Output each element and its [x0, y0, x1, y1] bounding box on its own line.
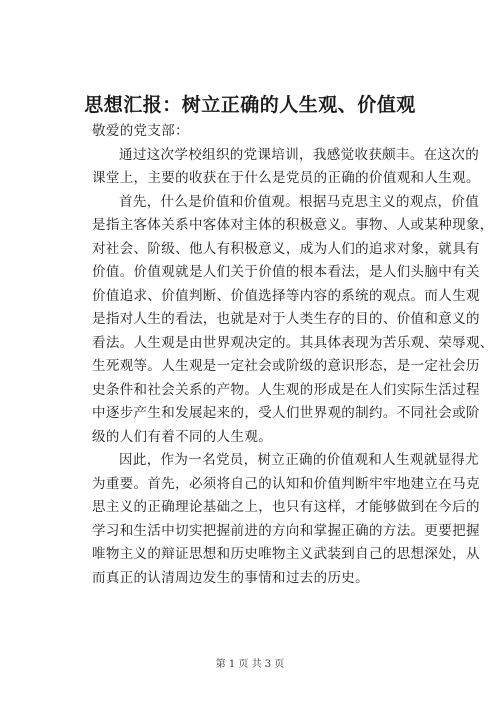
paragraph-line: 价值。价值观就是人们关于价值的根本看法，是人们头脑中有关: [92, 264, 480, 280]
document-body: [92, 120, 494, 590]
paragraph-line: 是指主客体关系中客体对主体的积极意义。事物、人或某种现象，: [92, 217, 494, 233]
paragraph-line: 唯物主义的辩证思想和历史唯物主义武装到自己的思想深处，从: [92, 546, 480, 562]
paragraph-line: 看法。人生观是由世界观决定的。其具体表现为苦乐观、荣辱观、: [92, 334, 494, 351]
paragraph-line: 生死观等。人生观是一定社会或阶级的意识形态，是一定社会历: [92, 358, 480, 374]
paragraph: [92, 191, 494, 450]
paragraph: [92, 449, 480, 590]
paragraph-line: 学习和生活中切实把握前进的方向和掌握正确的方法。更要把握: [92, 522, 480, 539]
paragraph-line: 课堂上，主要的收获在于什么是党员的正确的价值观和人生观。: [92, 170, 480, 186]
paragraph-line: 为重要。首先，必须将自己的认知和价值判断牢牢地建立在马克: [92, 475, 480, 492]
paragraph-line: 史条件和社会关系的产物。人生观的形成是在人们实际生活过程: [92, 381, 480, 398]
paragraph-line: 价值追求、价值判断、价值选择等内容的系统的观点。而人生观: [92, 287, 480, 304]
paragraph-line: 而真正的认清周边发生的事情和过去的历史。: [92, 569, 369, 586]
paragraph-line: 中逐步产生和发展起来的，受人们世界观的制约。不同社会或阶: [92, 405, 480, 421]
salutation: 敬爱的党支部：: [92, 123, 189, 139]
paragraph-line: 对社会、阶级、他人有积极意义，成为人们的追求对象，就具有: [92, 240, 480, 257]
paragraph-line: 是指对人生的看法，也就是对于人类生存的目的、价值和意义的: [92, 311, 480, 327]
paragraph-line: 首先，什么是价值和价值观。根据马克思主义的观点，价值: [119, 193, 480, 210]
paragraph-line: 级的人们有着不同的人生观。: [92, 428, 273, 445]
paragraph-line: 因此，作为一名党员，树立正确的价值观和人生观就显得尤: [119, 452, 480, 468]
document-title: 思想汇报：树立正确的人生观、价值观: [84, 94, 416, 116]
paragraph-line: 思主义的正确理论基础之上，也只有这样，才能够做到在今后的: [92, 499, 480, 515]
paragraph-line: 通过这次学校组织的党课培训，我感觉收获颇丰。在这次的: [119, 146, 480, 163]
paragraph: [92, 144, 480, 191]
page-number: 第 1 页 共 3 页: [215, 659, 285, 670]
